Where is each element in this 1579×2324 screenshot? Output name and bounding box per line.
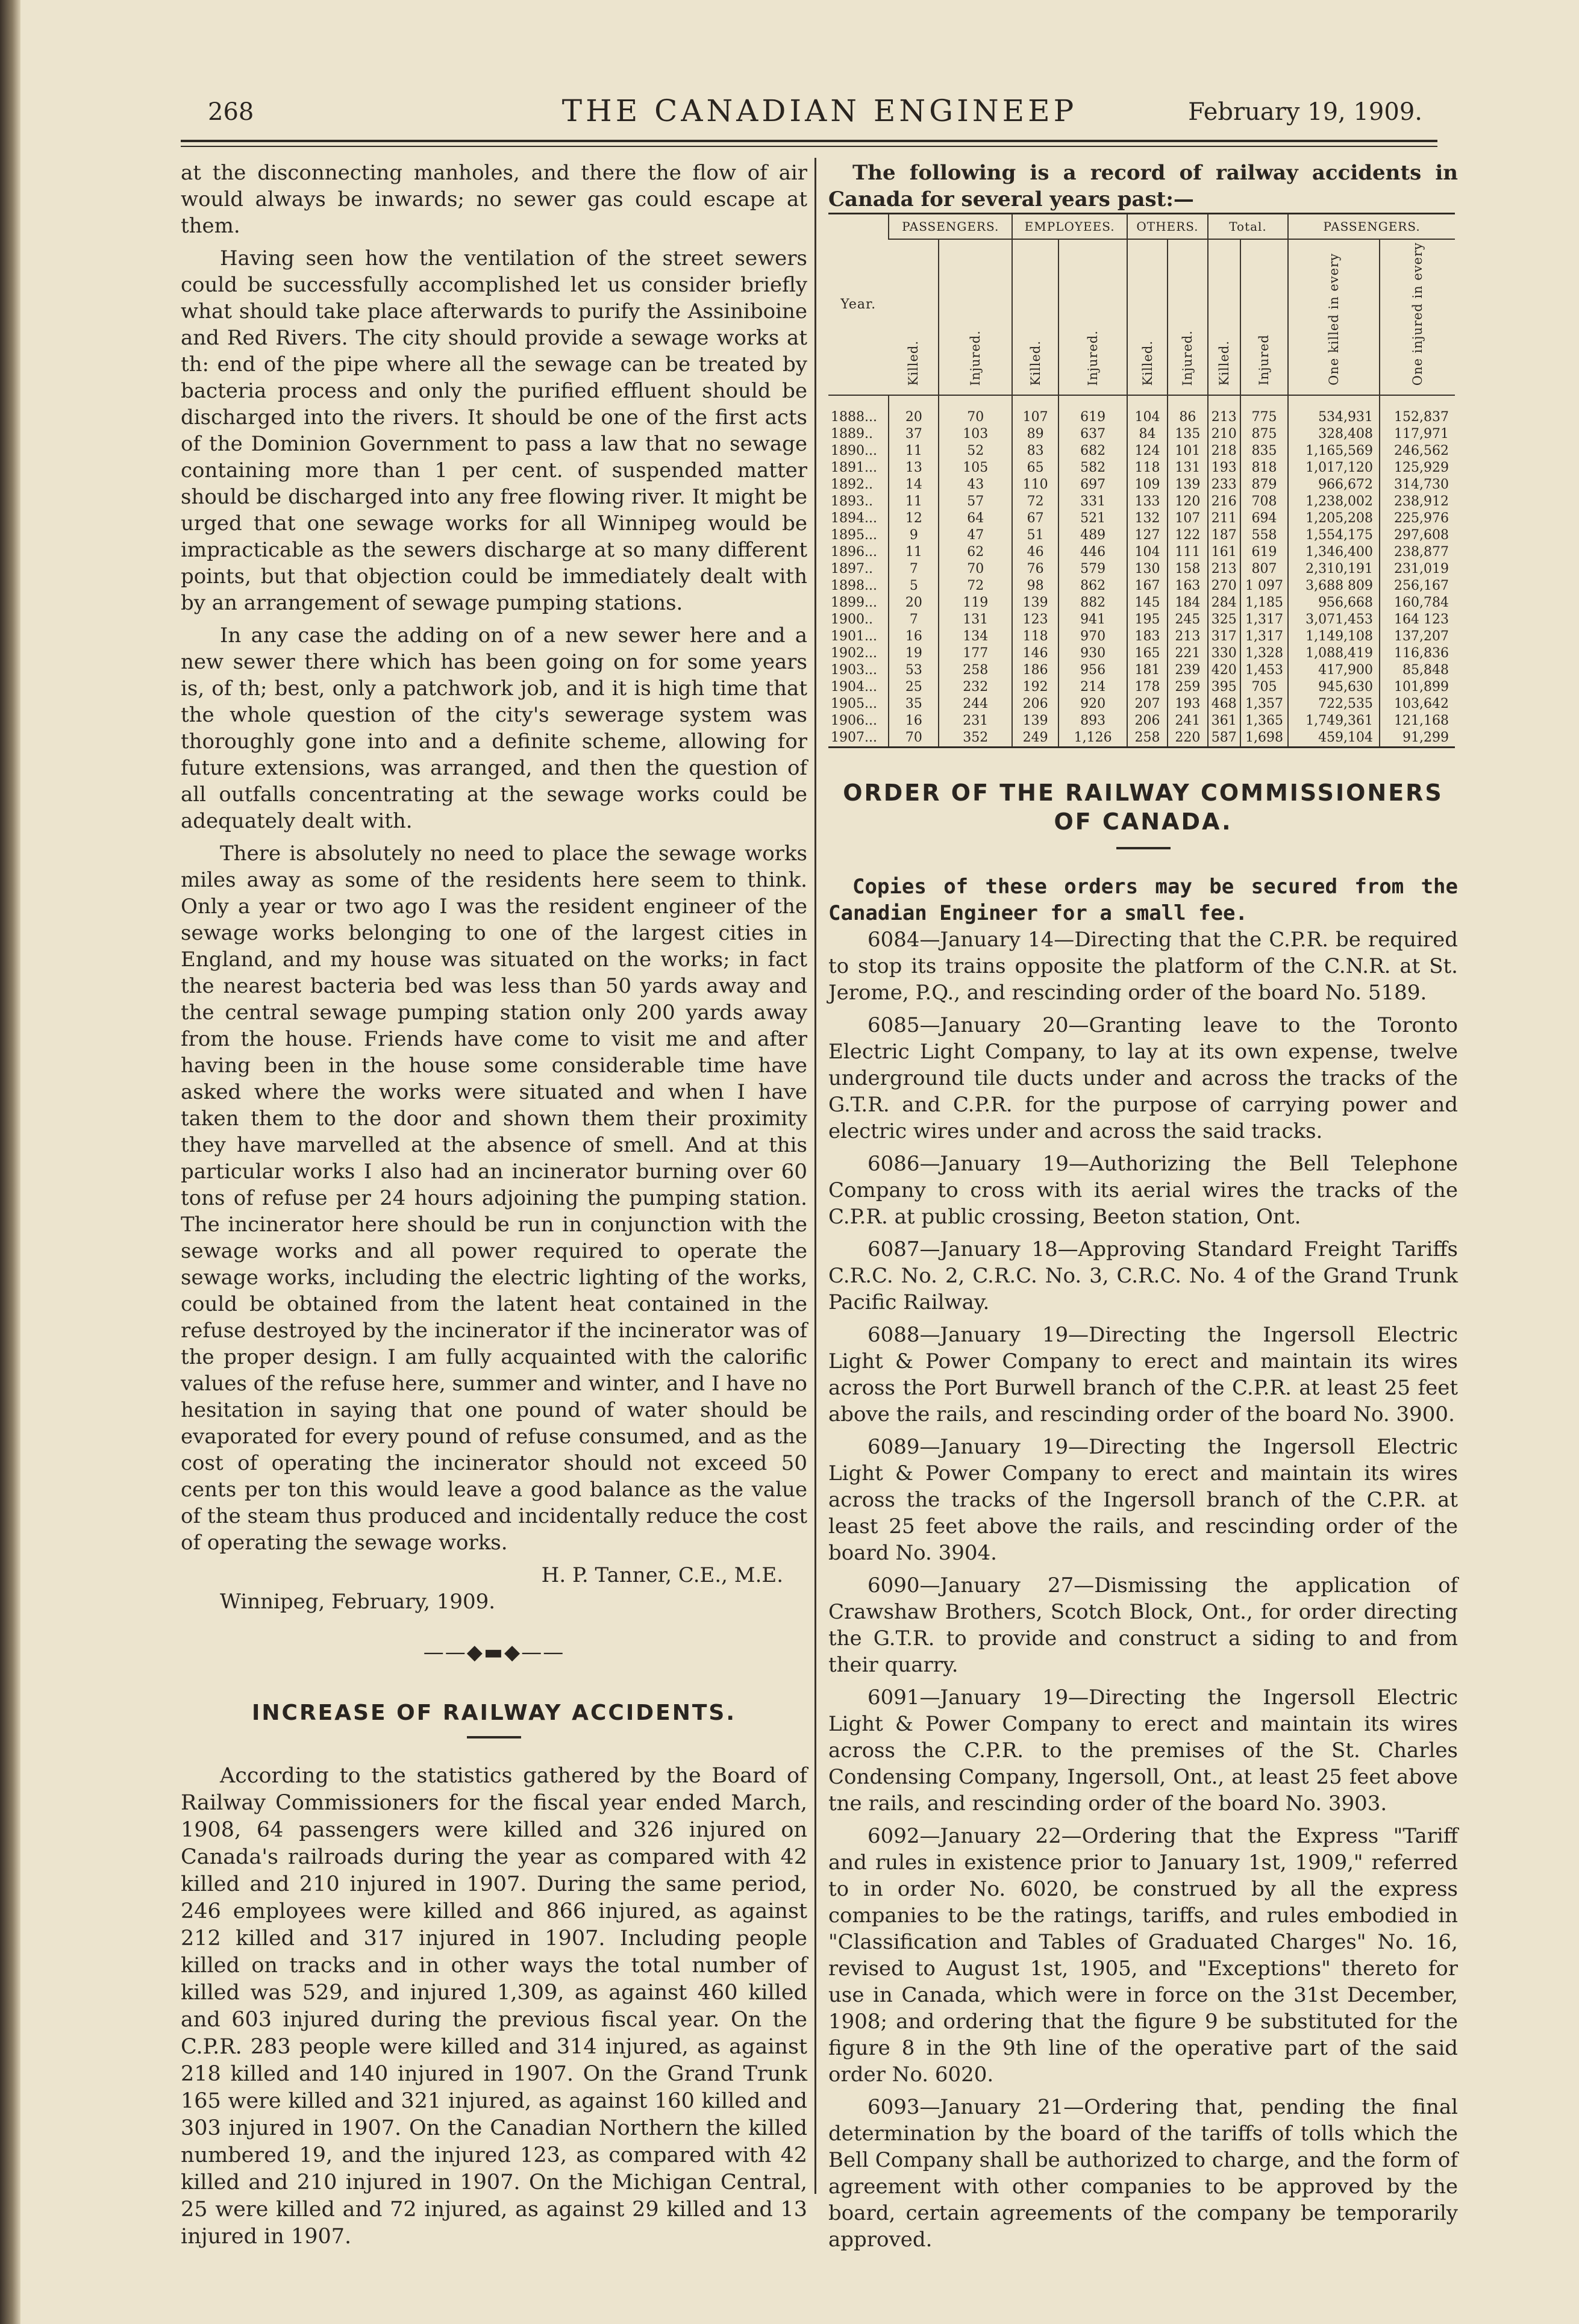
value-cell: 708 [1240,493,1289,510]
value-cell: 314,730 [1380,476,1455,493]
value-cell: 270 [1208,578,1240,595]
value-cell: 125,929 [1380,460,1455,476]
table-row [828,628,1455,645]
value-cell: 85,848 [1380,662,1455,679]
value-cell: 468 [1208,696,1240,713]
value-cell: 956 [1058,662,1127,679]
year-cell: 1889.. [831,426,873,442]
year-cell: 1893.. [831,494,873,510]
value-cell: 145 [1127,595,1168,611]
value-cell: 941 [1058,611,1127,628]
value-cell: 37 [889,426,939,443]
subheader: Injured. [939,239,1012,395]
right-column [828,160,1458,2259]
value-cell: 1,126 [1058,729,1127,748]
value-cell: 193 [1168,696,1208,713]
value-cell: 1,453 [1240,662,1289,679]
group-header: PASSENGERS. [1288,214,1455,240]
value-cell: 84 [1127,426,1168,443]
value-cell: 284 [1208,595,1240,611]
title-rule [1116,847,1171,849]
value-cell: 187 [1208,527,1240,544]
value-cell: 722,535 [1288,696,1380,713]
railway-accidents-article [181,1763,807,2251]
value-cell: 259 [1168,679,1208,696]
section-ornament: ——◆▬◆—— [423,1640,565,1664]
value-cell: 220 [1168,729,1208,748]
value-cell: 1,317 [1240,611,1289,628]
value-cell: 133 [1127,493,1168,510]
value-cell: 181 [1127,662,1168,679]
value-cell: 1,017,120 [1288,460,1380,476]
value-cell: 775 [1240,409,1289,426]
value-cell: 118 [1127,460,1168,476]
subheader: Killed. [1127,239,1168,395]
value-cell: 1,698 [1240,729,1289,748]
table-row [828,544,1455,561]
value-cell: 164 123 [1380,611,1455,628]
paragraph: In any case the adding on of a new sewer here and a new sewer there which has been going on for some years is, of th; best, only a patchwork job, and it is high time that the whole question of the city's sewerage system was thoroughly gone into and a definite scheme, allowing for future extensions, was arranged, and then the question of all outfalls concentrating at the sewage works could be adequately dealt with. [181,623,807,833]
value-cell: 152,837 [1380,409,1455,426]
value-cell: 233 [1208,476,1240,493]
year-cell: 1902... [831,646,877,661]
value-cell: 239 [1168,662,1208,679]
value-cell: 920 [1058,696,1127,713]
value-cell: 206 [1012,696,1058,713]
value-cell: 163 [1168,578,1208,595]
value-cell: 534,931 [1288,409,1380,426]
value-cell: 930 [1058,645,1127,662]
value-cell: 213 [1208,409,1240,426]
table-row [828,426,1455,443]
value-cell: 207 [1127,696,1168,713]
dateline: Winnipeg, February, 1909. [220,1590,496,1614]
value-cell: 183 [1127,628,1168,645]
value-cell: 98 [1012,578,1058,595]
value-cell: 5 [889,578,939,595]
year-header: Year. [828,214,889,396]
value-cell: 330 [1208,645,1240,662]
value-cell: 395 [1208,679,1240,696]
value-cell: 1,205,208 [1288,510,1380,527]
table-row [828,561,1455,578]
value-cell: 1,328 [1240,645,1289,662]
value-cell: 213 [1168,628,1208,645]
value-cell: 249 [1012,729,1058,748]
value-cell: 245 [1168,611,1208,628]
value-cell: 221 [1168,645,1208,662]
value-cell: 682 [1058,443,1127,460]
year-cell: 1892.. [831,477,873,493]
table-body [828,395,1455,748]
group-header: Total. [1208,214,1288,240]
table-row [828,662,1455,679]
value-cell: 1,238,002 [1288,493,1380,510]
table-row [828,460,1455,476]
year-cell: 1904... [831,679,877,695]
year-cell: 1894... [831,511,877,526]
value-cell: 119 [939,595,1012,611]
value-cell: 110 [1012,476,1058,493]
year-cell: 1890... [831,443,877,459]
value-cell: 818 [1240,460,1289,476]
group-header: PASSENGERS. [889,214,1012,240]
value-cell: 51 [1012,527,1058,544]
value-cell: 238,912 [1380,493,1455,510]
journal-title: THE CANADIAN ENGINEEP [561,93,1078,128]
value-cell: 214 [1058,679,1127,696]
value-cell: 1,749,361 [1288,713,1380,729]
value-cell: 53 [889,662,939,679]
value-cell: 184 [1168,595,1208,611]
value-cell: 139 [1012,595,1058,611]
table-row [828,443,1455,460]
value-cell: 694 [1240,510,1289,527]
order-item: 6084—January 14—Directing that the C.P.R. be required to stop its trains opposite the platform of the C.N.R. at St. Jerome, P.Q., and rescinding order of the board No. 5189. [828,928,1458,1005]
value-cell: 161 [1208,544,1240,561]
group-header: OTHERS. [1127,214,1208,240]
value-cell: 558 [1240,527,1289,544]
value-cell: 165 [1127,645,1168,662]
value-cell: 232 [939,679,1012,696]
value-cell: 86 [1168,409,1208,426]
value-cell: 131 [1168,460,1208,476]
table-row [828,645,1455,662]
order-item: 6091—January 19—Directing the Ingersoll Electric Light & Power Company to erect and maintain its wires across the C.P.R. to the premises of the St. Charles Condensing Company, Ingersoll, Ont., at least 25 feet above tne rails, and rescinding order of the board No. 3903. [828,1685,1458,1816]
value-cell: 121,168 [1380,713,1455,729]
subheader: Injured. [1168,239,1208,395]
value-cell: 9 [889,527,939,544]
value-cell: 177 [939,645,1012,662]
value-cell: 70 [889,729,939,748]
value-cell: 256,167 [1380,578,1455,595]
order-item: 6090—January 27—Dismissing the application of Crawshaw Brothers, Scotch Block, Ont., for order directing the G.T.R. to provide and construct a siding to and from their quarry. [828,1573,1458,1678]
value-cell: 76 [1012,561,1058,578]
value-cell: 89 [1012,426,1058,443]
year-cell: 1897.. [831,561,873,577]
table-row [828,476,1455,493]
left-column [181,160,807,2251]
value-cell: 619 [1058,409,1127,426]
orders-title: ORDER OF THE RAILWAY COMMISSIONERS OF CANADA. [843,779,1443,836]
table-row [828,527,1455,544]
value-cell: 118 [1012,628,1058,645]
value-cell: 13 [889,460,939,476]
value-cell: 1,149,108 [1288,628,1380,645]
year-cell: 1898... [831,578,877,594]
value-cell: 417,900 [1288,662,1380,679]
subheader: Killed. [1208,239,1240,395]
year-cell: 1901... [831,629,877,645]
order-item: 6088—January 19—Directing the Ingersoll Electric Light & Power Company to erect and maintain its wires across the Port Burwell branch of the C.P.R. at least 25 feet above the rails, and rescinding order of the board No. 3900. [828,1323,1458,1427]
table-row [828,578,1455,595]
value-cell: 20 [889,409,939,426]
value-cell: 67 [1012,510,1058,527]
value-cell: 16 [889,713,939,729]
author-signature: H. P. Tanner, C.E., M.E. [541,1563,783,1587]
value-cell: 158 [1168,561,1208,578]
year-cell: 1896... [831,545,877,560]
value-cell: 101,899 [1380,679,1455,696]
value-cell: 127 [1127,527,1168,544]
orders-note: Copies of these orders may be secured from the Canadian Engineer for a small fee. [828,875,1458,926]
value-cell: 72 [1012,493,1058,510]
value-cell: 70 [939,561,1012,578]
value-cell: 111 [1168,544,1208,561]
value-cell: 2,310,191 [1288,561,1380,578]
issue-date: February 19, 1909. [1188,98,1422,126]
value-cell: 241 [1168,713,1208,729]
page-header [205,93,1434,136]
value-cell: 122 [1168,527,1208,544]
subheader: Injured [1240,239,1289,395]
order-item: 6087—January 18—Approving Standard Freight Tariffs C.R.C. No. 2, C.R.C. No. 3, C.R.C. No. 4 of the Grand Trunk Pacific Railway. [828,1237,1458,1315]
year-cell: 1905... [831,696,877,712]
value-cell: 134 [939,628,1012,645]
article-title: INCREASE OF RAILWAY ACCIDENTS. [252,1701,736,1725]
group-header: EMPLOYEES. [1012,214,1127,240]
order-item: 6086—January 19—Authorizing the Bell Telephone Company to cross with its aerial wires the tracks of the C.P.R. at public crossing, Beeton station, Ont. [828,1152,1458,1229]
year-cell: 1906... [831,713,877,729]
value-cell: 225,976 [1380,510,1455,527]
value-cell: 956,668 [1288,595,1380,611]
value-cell: 246,562 [1380,443,1455,460]
value-cell: 192 [1012,679,1058,696]
value-cell: 62 [939,544,1012,561]
value-cell: 14 [889,476,939,493]
value-cell: 970 [1058,628,1127,645]
value-cell: 1 097 [1240,578,1289,595]
subheader: Killed. [889,239,939,395]
value-cell: 46 [1012,544,1058,561]
value-cell: 47 [939,527,1012,544]
value-cell: 130 [1127,561,1168,578]
orders-list [828,926,1458,2253]
value-cell: 807 [1240,561,1289,578]
value-cell: 521 [1058,510,1127,527]
value-cell: 879 [1240,476,1289,493]
order-item: 6085—January 20—Granting leave to the Toronto Electric Light Company, to lay at its own expense, twelve underground tile ducts under and across the tracks of the G.T.R. and C.P.R. for the purpose of carrying power and electric wires under and across the said tracks. [828,1013,1458,1144]
value-cell: 619 [1240,544,1289,561]
paragraph: Having seen how the ventilation of the street sewers could be successfully accomplished let us consider briefly what should take place afterwards to purify the Assiniboine and Red Rivers. The city should provide a sewage works at th: end of the pipe where all the sewage can be treated by bacteria process and only the purified effluent should be discharged into the rivers. It should be one of the first acts of the Dominion Government to pass a law that no sewage containing more than 1 per cent. of suspended matter should be discharged into any free flowing river. It might be urged that one sewage works for all Winnipeg would be impracticable as the sewers discharge at so many different points, but that objection could be immediately dealt with by an arrangement of sewage pumping stations. [181,246,807,615]
value-cell: 120 [1168,493,1208,510]
value-cell: 43 [939,476,1012,493]
table-intro: The following is a record of railway accidents in Canada for several years past:— [828,161,1458,211]
value-cell: 104 [1127,544,1168,561]
book-binding-edge [0,0,20,2324]
value-cell: 211 [1208,510,1240,527]
value-cell: 216 [1208,493,1240,510]
subheader: One killed in every [1288,239,1380,395]
value-cell: 25 [889,679,939,696]
table-row [828,696,1455,713]
table-row [828,611,1455,628]
value-cell: 893 [1058,713,1127,729]
table-row [828,510,1455,527]
year-cell: 1899... [831,595,877,611]
value-cell: 178 [1127,679,1168,696]
value-cell: 104 [1127,409,1168,426]
value-cell: 64 [939,510,1012,527]
value-cell: 882 [1058,595,1127,611]
value-cell: 1,357 [1240,696,1289,713]
order-item: 6093—January 21—Ordering that, pending the final determination by the board of the tariffs of tolls which the Bell Company shall be authorized to charge, and the form of agreement with other companies to be approved by the board, certain agreements of the company be temporarily approved. [828,2095,1458,2252]
value-cell: 103,642 [1380,696,1455,713]
header-rule-thin [181,146,1437,147]
year-cell: 1900.. [831,612,873,628]
value-cell: 1,165,569 [1288,443,1380,460]
value-cell: 331 [1058,493,1127,510]
value-cell: 297,608 [1380,527,1455,544]
column-divider [815,158,816,2194]
value-cell: 1,346,400 [1288,544,1380,561]
value-cell: 19 [889,645,939,662]
value-cell: 16 [889,628,939,645]
subheader: Killed. [1012,239,1058,395]
value-cell: 835 [1240,443,1289,460]
value-cell: 57 [939,493,1012,510]
value-cell: 1,185 [1240,595,1289,611]
value-cell: 361 [1208,713,1240,729]
value-cell: 103 [939,426,1012,443]
table-spacer-row [828,395,1455,409]
year-cell: 1891... [831,460,877,476]
value-cell: 231 [939,713,1012,729]
value-cell: 258 [939,662,1012,679]
value-cell: 52 [939,443,1012,460]
value-cell: 83 [1012,443,1058,460]
paragraph: at the disconnecting manholes, and there the flow of air would always be inwards; no sewer gas could escape at them. [181,161,807,238]
value-cell: 109 [1127,476,1168,493]
value-cell: 1,554,175 [1288,527,1380,544]
value-cell: 35 [889,696,939,713]
table-row [828,679,1455,696]
value-cell: 124 [1127,443,1168,460]
value-cell: 966,672 [1288,476,1380,493]
sewage-article-continued [181,160,807,1556]
year-cell: 1895... [831,528,877,543]
value-cell: 186 [1012,662,1058,679]
value-cell: 132 [1127,510,1168,527]
value-cell: 131 [939,611,1012,628]
value-cell: 160,784 [1380,595,1455,611]
value-cell: 3,688 809 [1288,578,1380,595]
value-cell: 135 [1168,426,1208,443]
value-cell: 446 [1058,544,1127,561]
table-row [828,409,1455,426]
value-cell: 218 [1208,443,1240,460]
subheader: Injured. [1058,239,1127,395]
value-cell: 7 [889,611,939,628]
table-row [828,595,1455,611]
table-row [828,729,1455,748]
railway-accidents-table [828,213,1455,748]
value-cell: 11 [889,493,939,510]
value-cell: 213 [1208,561,1240,578]
title-rule [467,1736,521,1738]
year-cell: 1907... [831,730,877,746]
paragraph: There is absolutely no need to place the sewage works miles away as some of the residents here seem to think. Only a year or two ago I was the resident engineer of the sewage works belonging to one of the largest cities in England, and my house was situated on the works; in fact the nearest bacteria bed was less than 50 yards away and the central sewage pumping station only 200 yards away from the house. Friends have come to visit me and after having been in the house some considerable time have asked where the works were situated and when I have taken them to the door and shown them their proximity they have marvelled at the absence of smell. And at this particular works I also had an incinerator burning over 60 tons of refuse per 24 hours adjoining the pumping station. The incinerator here should be run in conjunction with the sewage works and all power required to operate the sewage works, including the electric lighting of the works, could be obtained from the latent heat contained in the refuse destroyed by the incinerator if the incinerator was of the proper design. I am fully acquainted with the calorific values of the refuse here, summer and winter, and I have no hesitation in saying that one pound of water should be evaporated for every pound of refuse consumed, and as the cost of operating the incinerator should not exceed 50 cents per ton this would leave a good balance as the value of the steam thus produced and incidentally reduce the cost of operating the sewage works. [181,842,807,1555]
value-cell: 317 [1208,628,1240,645]
value-cell: 637 [1058,426,1127,443]
value-cell: 11 [889,443,939,460]
value-cell: 146 [1012,645,1058,662]
subheader: One injured in every [1380,239,1455,395]
table-row [828,713,1455,729]
value-cell: 582 [1058,460,1127,476]
value-cell: 116,836 [1380,645,1455,662]
value-cell: 7 [889,561,939,578]
value-cell: 91,299 [1380,729,1455,748]
value-cell: 117,971 [1380,426,1455,443]
value-cell: 1,088,419 [1288,645,1380,662]
value-cell: 107 [1012,409,1058,426]
value-cell: 459,104 [1288,729,1380,748]
table-row [828,493,1455,510]
value-cell: 244 [939,696,1012,713]
value-cell: 420 [1208,662,1240,679]
value-cell: 72 [939,578,1012,595]
value-cell: 705 [1240,679,1289,696]
value-cell: 139 [1012,713,1058,729]
value-cell: 101 [1168,443,1208,460]
value-cell: 587 [1208,729,1240,748]
order-item: 6089—January 19—Directing the Ingersoll Electric Light & Power Company to erect and maintain its wires across the tracks of the Ingersoll branch of the C.P.R. at least 25 feet above the rails, and rescinding order of the board No. 3904. [828,1435,1458,1566]
value-cell: 862 [1058,578,1127,595]
year-cell: 1903... [831,663,877,678]
value-cell: 193 [1208,460,1240,476]
value-cell: 20 [889,595,939,611]
value-cell: 489 [1058,527,1127,544]
value-cell: 206 [1127,713,1168,729]
order-item: 6092—January 22—Ordering that the Express "Tariff and rules in existence prior to January 1st, 1909," referred to in order No. 6020, be construed by all the express companies to be the ratings, tariffs, and rules embodied in "Classification and Tables of Graduated Charges" No. 16, revised to August 1st, 1905, and "Exceptions" thereto for use in Canada, which were in force on the 31st December, 1908; and ordering that the figure 9 be substituted for the figure 8 in the 9th line of the operative part of the said order No. 6020. [828,1824,1458,2087]
header-rule-thick [181,140,1437,142]
value-cell: 195 [1127,611,1168,628]
value-cell: 697 [1058,476,1127,493]
page-number: 268 [208,98,254,126]
year-cell: 1888... [831,410,877,425]
value-cell: 579 [1058,561,1127,578]
value-cell: 1,365 [1240,713,1289,729]
value-cell: 258 [1127,729,1168,748]
value-cell: 238,877 [1380,544,1455,561]
value-cell: 107 [1168,510,1208,527]
paragraph: According to the statistics gathered by the Board of Railway Commissioners for the fiscal year ended March, 1908, 64 passengers were killed and 326 injured on Canada's railroads during the year as compared with 42 killed and 210 injured in 1907. During the same period, 246 employees were killed and 866 injured, as against 212 killed and 317 injured in 1907. Including people killed on tracks and in other ways the total number of killed was 529, and injured 1,309, as against 460 killed and 603 injured during the previous fiscal year. On the C.P.R. 283 people were killed and 314 injured, as against 218 killed and 140 injured in 1907. On the Grand Trunk 165 were killed and 321 injured, as against 160 killed and 303 injured in 1907. On the Canadian Northern the killed numbered 19, and the injured 123, as compared with 42 killed and 210 injured in 1907. On the Michigan Central, 25 were killed and 72 injured, as against 29 killed and 13 injured in 1907. [181,1764,807,2249]
value-cell: 105 [939,460,1012,476]
value-cell: 352 [939,729,1012,748]
value-cell: 11 [889,544,939,561]
value-cell: 231,019 [1380,561,1455,578]
value-cell: 945,630 [1288,679,1380,696]
value-cell: 12 [889,510,939,527]
value-cell: 210 [1208,426,1240,443]
value-cell: 325 [1208,611,1240,628]
value-cell: 65 [1012,460,1058,476]
value-cell: 875 [1240,426,1289,443]
value-cell: 1,317 [1240,628,1289,645]
value-cell: 137,207 [1380,628,1455,645]
value-cell: 3,071,453 [1288,611,1380,628]
value-cell: 123 [1012,611,1058,628]
value-cell: 328,408 [1288,426,1380,443]
value-cell: 139 [1168,476,1208,493]
value-cell: 70 [939,409,1012,426]
value-cell: 167 [1127,578,1168,595]
